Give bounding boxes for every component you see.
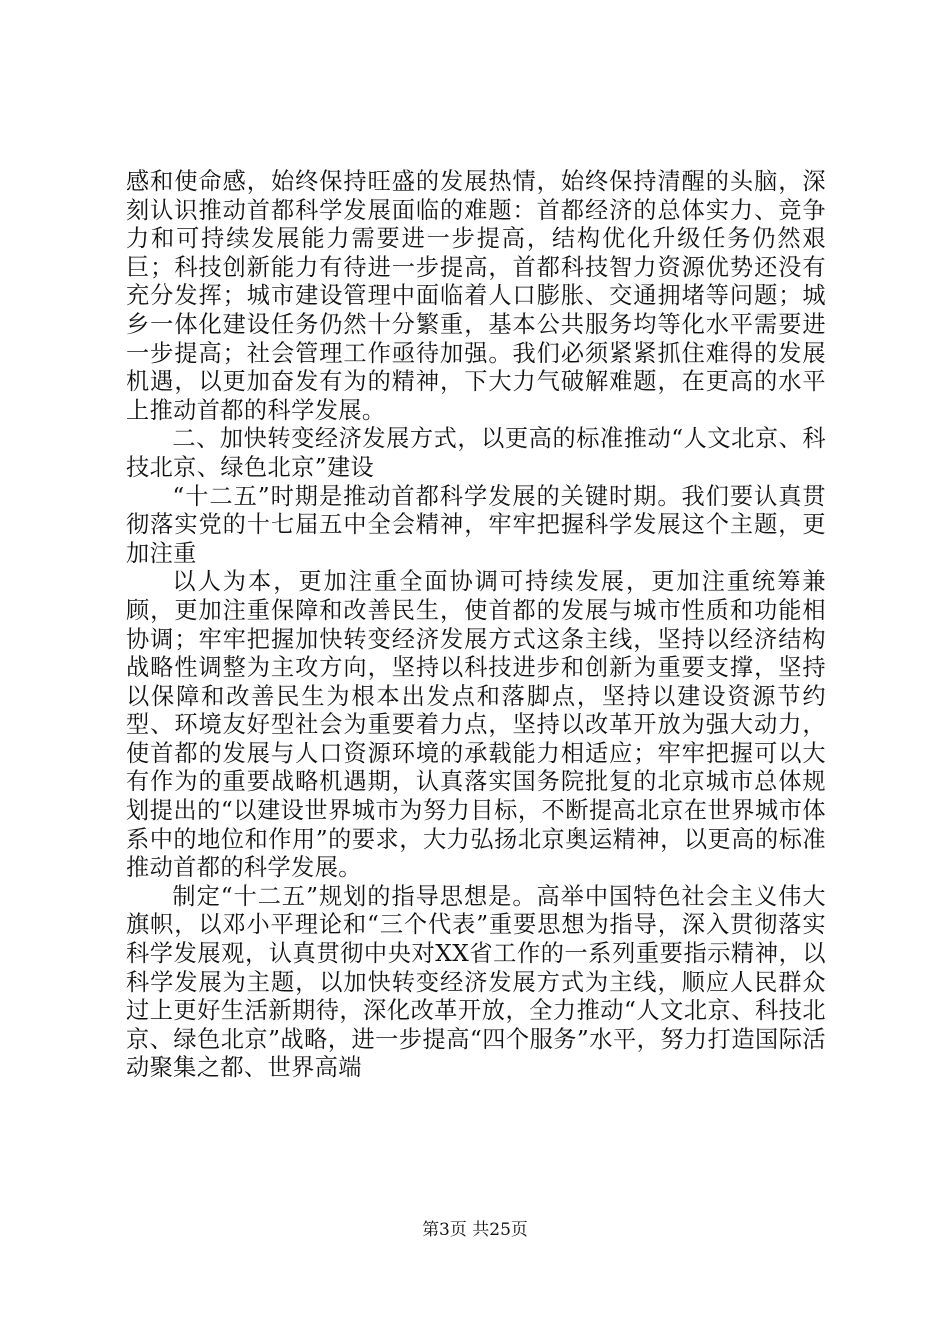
document-body [126,168,826,1083]
paragraph: 以人为本，更加注重全面协调可持续发展，更加注重统筹兼顾，更加注重保障和改善民生，使首都的发展与城市性质和功能相协调；牢牢把握加快转变经济发展方式这条主线，坚持以经济结构战略性调整为主攻方向，坚持以科技进步和创新为重要支撑，坚持以保障和改善民生为根本出发点和落脚点，坚持以建设资源节约型、环境友好型社会为重要着力点，坚持以改革开放为强大动力，使首都的发展与人口资源环境的承载能力相适应；牢牢把握可以大有作为的重要战略机遇期，认真落实国务院批复的北京城市总体规划提出的“以建设世界城市为努力目标，不断提高北京在世界城市体系中的地位和作用”的要求，大力弘扬北京奥运精神，以更高的标准推动首都的科学发展。 [126,568,826,882]
section-heading: 二、加快转变经济发展方式，以更高的标准推动“人文北京、科技北京、绿色北京”建设 [126,425,826,481]
page-number-footer: 第3页 共25页 [422,1220,528,1240]
paragraph-continuation: 感和使命感，始终保持旺盛的发展热情，始终保持清醒的头脑，深刻认识推动首都科学发展面临的难题：首都经济的总体实力、竞争力和可持续发展能力需要进一步提高，结构优化升级任务仍然艰巨；科技创新能力有待进一步提高，首都科技智力资源优势还没有充分发挥；城市建设管理中面临着人口膨胀、交通拥堵等问题；城乡一体化建设任务仍然十分繁重，基本公共服务均等化水平需要进一步提高；社会管理工作亟待加强。我们必须紧紧抓住难得的发展机遇，以更加奋发有为的精神，下大力气破解难题，在更高的水平上推动首都的科学发展。 [126,168,826,424]
paragraph: “十二五”时期是推动首都科学发展的关键时期。我们要认真贯彻落实党的十七届五中全会精神，牢牢把握科学发展这个主题，更加注重 [126,482,826,567]
paragraph: 制定“十二五”规划的指导思想是。高举中国特色社会主义伟大旗帜，以邓小平理论和“三个代表”重要思想为指导，深入贯彻落实科学发展观，认真贯彻中央对XX省工作的一系列重要指示精神，以科学发展为主题，以加快转变经济发展方式为主线，顺应人民群众过上更好生活新期待，深化改革开放，全力推动“人文北京、科技北京、绿色北京”战略，进一步提高“四个服务”水平，努力打造国际活动聚集之都、世界高端 [126,882,826,1082]
